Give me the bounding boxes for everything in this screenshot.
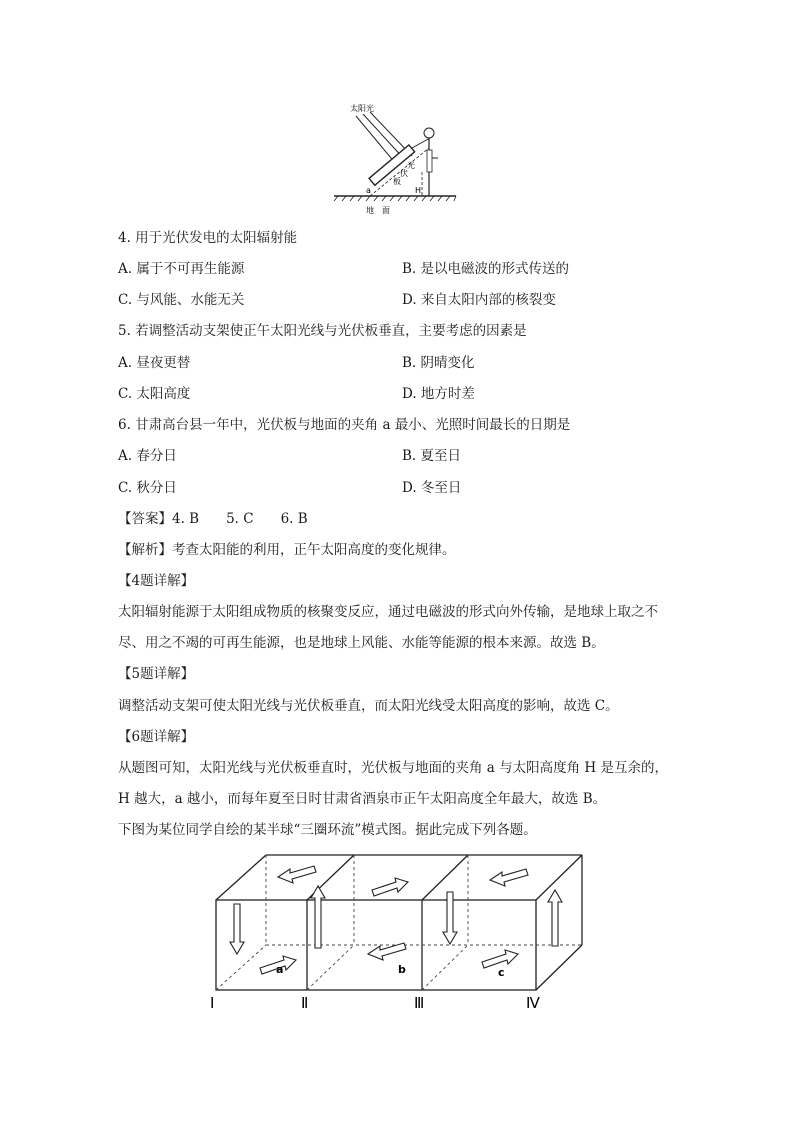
detail6-heading: 【6题详解】 bbox=[118, 729, 195, 745]
latitude-1-label: Ⅰ bbox=[210, 994, 215, 1010]
ground-label: 地 面 bbox=[366, 206, 390, 215]
latitude-2-label: Ⅱ bbox=[301, 994, 309, 1010]
detail4-line-1: 太阳辐射能源于太阳组成物质的核聚变反应，通过电磁波的形式向外传输，是地球上取之不 bbox=[118, 604, 658, 620]
height-label: H bbox=[415, 186, 422, 195]
detail6-line-2: H 越大，a 越小，而每年夏至日时甘肃省酒泉市正午太阳高度全年最大，故选 B。 bbox=[118, 791, 607, 807]
sunlight-label: 太阳光 bbox=[350, 104, 374, 113]
q4-option-a: A. 属于不可再生能源 bbox=[118, 261, 245, 277]
q5-option-a: A. 昼夜更替 bbox=[118, 355, 191, 371]
q4-option-d: D. 来自太阳内部的核裂变 bbox=[402, 292, 556, 308]
q6-option-d: D. 冬至日 bbox=[402, 480, 462, 496]
panel-char-3: 板 bbox=[393, 177, 401, 186]
q4-stem: 4. 用于光伏发电的太阳辐射能 bbox=[118, 230, 298, 246]
q5-stem: 5. 若调整活动支架使正午太阳光线与光伏板垂直，主要考虑的因素是 bbox=[118, 323, 527, 339]
q5-option-b: B. 阴晴变化 bbox=[402, 355, 475, 371]
latitude-3-label: Ⅲ bbox=[414, 994, 425, 1010]
analysis-line: 【解析】考查太阳能的利用，正午太阳高度的变化规律。 bbox=[118, 542, 456, 558]
latitude-4-label: Ⅳ bbox=[526, 994, 540, 1010]
q5-option-d: D. 地方时差 bbox=[402, 386, 475, 402]
q6-stem: 6. 甘肃高台县一年中，光伏板与地面的夹角 a 最小、光照时间最长的日期是 bbox=[118, 417, 571, 433]
cell-b-label: b bbox=[398, 963, 406, 976]
intro-line: 下图为某位同学自绘的某半球“三圈环流”模式图。据此完成下列各题。 bbox=[118, 822, 537, 838]
detail5-line-1: 调整活动支架可使太阳光线与光伏板垂直，而太阳光线受太阳高度的影响，故选 C。 bbox=[118, 698, 619, 714]
q6-option-b: B. 夏至日 bbox=[402, 448, 462, 464]
q6-option-a: A. 春分日 bbox=[118, 448, 177, 464]
q6-option-c: C. 秋分日 bbox=[118, 480, 177, 496]
panel-char-2: 伏 bbox=[400, 169, 408, 178]
detail4-line-2: 尽、用之不竭的可再生能源，也是地球上风能、水能等能源的根本来源。故选 B。 bbox=[118, 635, 605, 651]
solar-panel-figure bbox=[330, 102, 460, 218]
cell-a-label: a bbox=[276, 963, 284, 976]
detail4-heading: 【4题详解】 bbox=[118, 573, 195, 589]
panel-char-1: 光 bbox=[407, 161, 415, 170]
cell-c-label: c bbox=[498, 966, 505, 979]
three-cell-circulation-figure bbox=[200, 850, 600, 1010]
angle-label: a bbox=[366, 186, 371, 195]
q5-option-c: C. 太阳高度 bbox=[118, 386, 191, 402]
detail6-line-1: 从题图可知，太阳光线与光伏板垂直时，光伏板与地面的夹角 a 与太阳高度角 H 是互余的， bbox=[118, 760, 668, 776]
q4-option-b: B. 是以电磁波的形式传送的 bbox=[402, 261, 570, 277]
answer-line: 【答案】4. B 5. C 6. B bbox=[118, 511, 308, 527]
q4-option-c: C. 与风能、水能无关 bbox=[118, 292, 245, 308]
detail5-heading: 【5题详解】 bbox=[118, 666, 195, 682]
